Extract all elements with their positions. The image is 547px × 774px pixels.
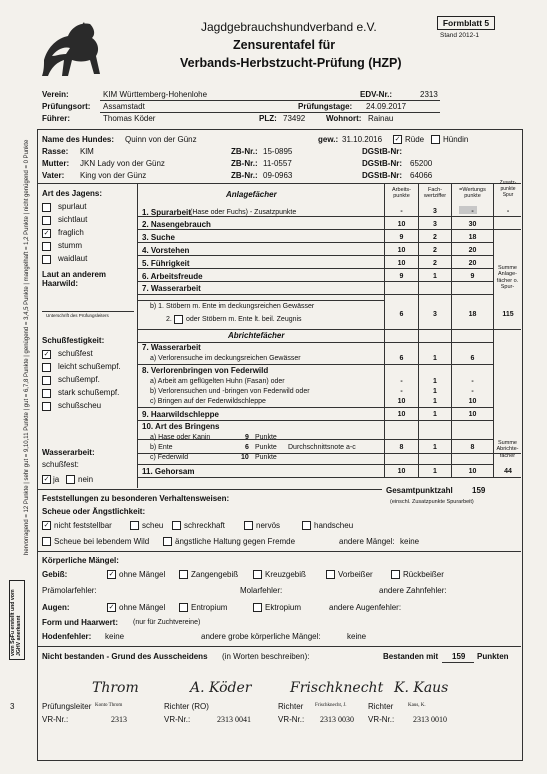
row-federwild-a: a) Arbeit am geflügelten Huhn (Fasan) oder (150, 378, 285, 385)
zb-label: ZB-Nr.: (231, 147, 258, 156)
row-suche-arbeitspunkte: 9 (399, 234, 404, 241)
row-vorstehen-wertung: 20 (468, 247, 477, 254)
gesamtpunktzahl-label: Gesamtpunktzahl (386, 486, 453, 495)
dgstb-value-mutter: 65200 (410, 159, 433, 168)
anlagefaecher-header: Anlagefächer (226, 190, 277, 199)
row-haarwildschleppe-wertung: 10 (468, 411, 477, 418)
zb-value-hund: 15-0895 (263, 147, 293, 156)
row-art-des-bringens-label: 10. Art des Bringens (142, 422, 220, 431)
nervoes-label: nervös (256, 521, 281, 530)
row-gehorsam-wertung: 10 (468, 468, 477, 475)
row-wasserarbeit-anlage-label: 7. Wasserarbeit (142, 284, 201, 293)
jghv-logo (38, 16, 106, 84)
row-wasserarbeit-abricht-sub: a) Verlorensuche im deckungsreichen Gewässer (150, 355, 301, 362)
vater-value: King von der Günz (80, 171, 147, 180)
hund-name-value: Quinn von der Günz (125, 135, 197, 144)
signature-richter-ro: A. Köder (190, 680, 252, 696)
org-name: Jagdgebrauchshundverband e.V. (201, 20, 377, 34)
mutter-label: Mutter: (42, 159, 70, 168)
nicht-bestanden-label: Nicht bestanden - Grund des Ausscheidens (42, 652, 208, 661)
row-art-des-bringens-fachwert: 1 (433, 444, 437, 451)
pruefungstage-label: Prüfungstage: (298, 102, 353, 111)
row-federwild-c: c) Bringen auf der Federwildschleppe (150, 398, 266, 405)
ruede-checkbox[interactable]: ✓ (394, 136, 401, 143)
pruefungstage-value: 24.09.2017 (366, 102, 407, 111)
scheue-wild-checkbox[interactable] (42, 537, 51, 546)
form-haarwert-sub: (nur für Zuchtvereine) (133, 619, 201, 626)
rueckbeisser-checkbox[interactable] (391, 570, 400, 579)
pruefungsleiter-name: Konto Throm (95, 703, 123, 708)
summe-abricht-label: Summe Abrichte-fächer (496, 440, 519, 459)
schreckhaft-label: schreckhaft (184, 521, 225, 530)
gebiss-label: Gebiß: (42, 570, 68, 579)
row-wasserarbeit-b2: oder Stöbern m. Ente lt. beil. Zeugnis (186, 316, 302, 323)
zb-value-vater: 09-0963 (263, 171, 293, 180)
row-wasserarbeit-b1: b) 1. Stöbern m. Ente im deckungsreichen Gewässer (150, 303, 315, 310)
row-spurarbeit-sub: (Hase oder Fuchs) - Zusatzpunkte (190, 209, 297, 216)
bewertung-skala: hervorragend = 12 Punkte | sehr gut = 9,10,11 Punkte | gut = 6,7,8 Punkte | genügend = 3,4,5 Punkte | mangelhaft = 1,2 Punkte | nicht genügend = 0 Punkte (24, 139, 30, 555)
wasser-ja-label: ja (53, 475, 60, 484)
fuehrer-value: Thomas Köder (103, 114, 156, 123)
ektropium-checkbox[interactable] (253, 603, 262, 612)
row-federwild-label: 8. Verlorenbringen von Federwild (142, 366, 269, 375)
andere-maengel-label: andere Mängel: (339, 537, 395, 546)
form-number: Formblatt 5 (437, 16, 495, 30)
augen-label: Augen: (42, 603, 70, 612)
bringen-federwild-punkte: Punkte (255, 454, 277, 461)
kreuzgebiss-label: Kreuzgebiß (265, 570, 306, 579)
bringen-hase-label: a) Hase oder Kanin (150, 434, 211, 441)
row-wasserarbeit-anlage-fachwert: 3 (433, 311, 437, 318)
row-federwild-c-fachwert: 1 (433, 398, 437, 405)
scheue-title: Scheue oder Ängstlichkeit: (42, 507, 146, 516)
row-federwild-c-arbeitspunkte: 10 (397, 398, 406, 405)
bestanden-value: 159 (452, 652, 466, 661)
scheu-label: scheu (142, 521, 164, 530)
schreckhaft-checkbox[interactable] (172, 521, 181, 530)
vr-label-1: VR-Nr.: (42, 715, 69, 724)
bringen-ente-label: b) Ente (150, 444, 173, 451)
vr-value-2: 2313 0041 (217, 715, 251, 724)
row-spurarbeit-wertung: - (471, 208, 474, 215)
bringen-ente-punkte: Punkte (255, 444, 277, 451)
row-wasserarbeit-abricht-arbeitspunkte: 6 (399, 355, 404, 362)
jghv-recognition-text: vom SpFu erstellt und vom JGHV anerkannt (10, 589, 22, 656)
row-federwild-b-arbeitspunkte: - (400, 388, 403, 395)
signature-pruefungsleiter: Throm (92, 680, 139, 696)
wasser-nein-checkbox[interactable] (66, 475, 75, 484)
grobe-maengel-value: keine (347, 632, 367, 641)
row-vorstehen-arbeitspunkte: 10 (397, 247, 406, 254)
kreuzgebiss-checkbox[interactable] (253, 570, 262, 579)
andere-augenfehler-label: andere Augenfehler: (329, 603, 402, 612)
hodenfehler-label: Hodenfehler: (42, 632, 92, 641)
bestanden-label: Bestanden mit (383, 652, 439, 661)
schussempf-checkbox[interactable] (42, 376, 51, 385)
row-vorstehen-fachwert: 2 (433, 247, 437, 254)
zb-label-vater: ZB-Nr.: (231, 171, 258, 180)
schussempf-label: schußempf. (58, 375, 100, 384)
col-arbeitspunkte: Arbeits-punkte (392, 187, 411, 199)
row-suche-label: 3. Suche (142, 233, 175, 242)
gesamtpunktzahl-sub: (einschl. Zusatzpunkte Spurarbeit) (390, 499, 474, 505)
row-spurarbeit-zusatz: - (506, 208, 510, 215)
row-haarwildschleppe-fachwert: 1 (433, 411, 437, 418)
koerperliche-maengel-title: Körperliche Mängel: (42, 556, 119, 565)
fraglich-checkbox[interactable]: ✓ (43, 230, 50, 237)
stark-schussempf-checkbox[interactable] (42, 389, 51, 398)
page-number: 3 (10, 702, 15, 711)
augen-ohne-maengel-label: ohne Mängel (119, 603, 166, 612)
row-fuehrigkeit-arbeitspunkte: 10 (397, 260, 406, 267)
row-federwild-b-fachwert: 1 (433, 388, 437, 395)
pruefungsleiter-label: Prüfungsleiter (42, 702, 92, 711)
vr-label-3: VR-Nr.: (278, 715, 305, 724)
summe-anlage-label: Summe Anlage-fächer o. Spur- (496, 265, 519, 290)
ektropium-label: Ektropium (265, 603, 302, 612)
row-federwild-b: b) Verlorensuchen und -bringen von Federwild oder (150, 388, 310, 395)
wohnort-label: Wohnort: (326, 114, 362, 123)
augen-ohne-maengel-checkbox[interactable]: ✓ (108, 604, 115, 611)
row-suche-wertung: 18 (468, 234, 477, 241)
fraglich-label: fraglich (58, 228, 84, 237)
row-fuehrigkeit-wertung: 20 (468, 260, 477, 267)
nicht-feststellbar-checkbox[interactable]: ✓ (43, 522, 50, 529)
zb-label-mutter: ZB-Nr.: (231, 159, 258, 168)
col-zusatzpunkte: Zusatz-punkte Spur (499, 180, 517, 198)
vr-label-4: VR-Nr.: (368, 715, 395, 724)
spurlaut-label: spurlaut (58, 202, 87, 211)
wasser-ja-checkbox[interactable]: ✓ (43, 476, 50, 483)
wohnort-value: Rainau (368, 114, 394, 123)
fuehrer-label: Führer: (42, 114, 70, 123)
leicht-schussempf-checkbox[interactable] (42, 363, 51, 372)
gewolft-value: 31.10.2016 (342, 135, 383, 144)
row-wasserarbeit-abricht-label: 7. Wasserarbeit (142, 343, 201, 352)
laut-haarwild-title: Laut an anderem Haarwild: (42, 270, 107, 289)
edv-label: EDV-Nr.: (360, 90, 393, 99)
row-arbeitsfreude-fachwert: 1 (433, 273, 437, 280)
waidlaut-checkbox[interactable] (42, 255, 51, 264)
gebiss-ohne-maengel-label: ohne Mängel (119, 570, 166, 579)
bringen-federwild-value: 10 (241, 454, 249, 461)
schussscheu-label: schußscheu (58, 401, 102, 410)
dgstb-value-vater: 64066 (410, 171, 433, 180)
row-nasengebrauch-arbeitspunkte: 10 (397, 221, 406, 228)
nicht-bestanden-sub: (in Worten beschreiben): (222, 652, 310, 661)
sichtlaut-label: sichtlaut (58, 215, 88, 224)
verein-label: Verein: (42, 90, 69, 99)
bringen-ente-value: 6 (245, 444, 249, 451)
row-federwild-a-arbeitspunkte: - (400, 378, 403, 385)
edv-value: 2313 (420, 90, 438, 99)
col-fachwertziffer: Fach-wertziffer (423, 187, 447, 199)
form-title-line1: Zensurentafel für (233, 38, 336, 52)
row-nasengebrauch-label: 2. Nasengebrauch (142, 220, 211, 229)
schussscheu-checkbox[interactable] (42, 402, 51, 411)
row-gehorsam-arbeitspunkte: 10 (397, 468, 406, 475)
wasserarbeit-title: Wasserarbeit: (42, 448, 95, 457)
hodenfehler-value: keine (105, 632, 125, 641)
bringen-hase-value: 9 (245, 434, 249, 441)
row-federwild-b-wertung: - (471, 388, 474, 395)
row-wasserarbeit-abricht-fachwert: 1 (433, 355, 437, 362)
andere-maengel-value: keine (400, 537, 420, 546)
rasse-value: KlM (80, 147, 94, 156)
plz-value: 73492 (283, 114, 306, 123)
row-gehorsam-label: 11. Gehorsam (142, 467, 195, 476)
ruede-label: Rüde (405, 135, 425, 144)
verein-value: KIM Württemberg-Hohenlohe (103, 90, 208, 99)
praemolarfehler-label: Prämolarfehler: (42, 586, 97, 595)
dgstb-label-mutter: DGStB-Nr: (362, 159, 402, 168)
zangengebiss-checkbox[interactable] (179, 570, 188, 579)
stark-schussempf-label: stark schußempf. (58, 388, 120, 397)
handscheu-checkbox[interactable] (302, 521, 311, 530)
zeugnis-checkbox[interactable] (174, 315, 183, 324)
huendin-label: Hündin (443, 135, 469, 144)
richter-name-1: Frischknecht, J. (315, 703, 347, 708)
schussfestigkeit-title: Schußfestigkeit: (42, 336, 105, 345)
rasse-label: Rasse: (42, 147, 69, 156)
richter-label-2: Richter (368, 702, 394, 711)
signature-richter-2: Frischknecht (290, 680, 384, 696)
vr-value-3: 2313 0030 (320, 715, 354, 724)
form-title-line2: Verbands-Herbstzucht-Prüfung (HZP) (180, 56, 402, 70)
wasser-nein-label: nein (78, 475, 94, 484)
durchschnittsnote-label: Durchschnittsnote a-c (288, 444, 356, 451)
row-federwild-a-wertung: - (471, 378, 474, 385)
scheue-wild-label: Scheue bei lebendem Wild (54, 537, 150, 546)
summe-abricht-value: 44 (504, 468, 512, 475)
dgstb-label-vater: DGStB-Nr: (362, 171, 402, 180)
punkten-label: Punkten (477, 652, 509, 661)
row-nasengebrauch-fachwert: 3 (433, 221, 437, 228)
gewolft-label: gew.: (318, 135, 339, 144)
vorbeisser-label: Vorbeißer (338, 570, 373, 579)
row-fuehrigkeit-fachwert: 2 (433, 260, 437, 267)
row-suche-fachwert: 2 (433, 234, 437, 241)
handscheu-label: handscheu (314, 521, 354, 530)
stumm-checkbox[interactable] (42, 242, 51, 251)
unterschrift-hinweis: Unterschrift des Prüfungsleiters (46, 313, 109, 318)
row-wasserarbeit-anlage-wertung: 18 (468, 311, 477, 318)
rueckbeisser-label: Rückbeißer (403, 570, 444, 579)
bringen-federwild-label: c) Federwild (150, 454, 189, 461)
row-haarwildschleppe-arbeitspunkte: 10 (397, 411, 406, 418)
row-spurarbeit-label: 1. Spurarbeit (142, 208, 191, 217)
row-gehorsam-fachwert: 1 (433, 468, 437, 475)
wasserarbeit-schussfest-label: schußfest: (42, 460, 79, 469)
row-art-des-bringens-arbeitspunkte: 8 (399, 444, 404, 451)
stand-label: Stand 2012-1 (440, 32, 480, 39)
spurlaut-checkbox[interactable] (42, 203, 51, 212)
sichtlaut-checkbox[interactable] (42, 216, 51, 225)
plz-label: PLZ: (259, 114, 277, 123)
zahnfehler-label: andere Zahnfehler: (379, 586, 447, 595)
hund-name-label: Name des Hundes: (42, 135, 115, 144)
gesamtpunktzahl-value: 159 (472, 486, 486, 495)
row-vorstehen-label: 4. Vorstehen (142, 246, 190, 255)
huendin-checkbox[interactable] (431, 135, 440, 144)
mutter-value: JKN Lady von der Günz (80, 159, 165, 168)
aengstlich-fremde-checkbox[interactable] (163, 537, 172, 546)
vr-value-4: 2313 0010 (413, 715, 447, 724)
vater-label: Vater: (42, 171, 65, 180)
vr-value-1: 2313 (111, 715, 127, 724)
pruefungsort-label: Prüfungsort: (42, 102, 91, 111)
grobe-maengel-label: andere grobe körperliche Mängel: (201, 632, 321, 641)
row-federwild-a-fachwert: 1 (433, 378, 437, 385)
row-wasserarbeit-anlage-arbeitspunkte: 6 (399, 311, 404, 318)
row-spurarbeit-fachwert: 3 (433, 208, 437, 215)
pruefungsort-value: Assamstadt (103, 102, 145, 111)
row-nasengebrauch-wertung: 30 (468, 221, 477, 228)
row-haarwildschleppe-label: 9. Haarwildschleppe (142, 410, 219, 419)
entropium-checkbox[interactable] (179, 603, 188, 612)
col-wertungspunkte: =Wertungs punkte (459, 187, 486, 199)
row-wasserarbeit-b2-num: 2. (166, 316, 172, 323)
row-arbeitsfreude-wertung: 9 (470, 273, 475, 280)
schussfest-checkbox[interactable]: ✓ (43, 351, 50, 358)
richter-name-2: Kaus, K. (408, 703, 426, 708)
entropium-label: Entropium (191, 603, 228, 612)
verhalten-title: Feststellungen zu besonderen Verhaltensweisen: (42, 494, 230, 503)
zangengebiss-label: Zangengebiß (191, 570, 239, 579)
schussfest-label: schußfest (58, 349, 93, 358)
nicht-feststellbar-label: nicht feststellbar (54, 521, 112, 530)
row-federwild-c-wertung: 10 (468, 398, 477, 405)
row-arbeitsfreude-label: 6. Arbeitsfreude (142, 272, 203, 281)
row-wasserarbeit-abricht-wertung: 6 (470, 355, 475, 362)
summe-anlage-value: 115 (502, 311, 514, 318)
art-des-jagens-title: Art des Jagens: (42, 189, 103, 198)
waidlaut-label: waidlaut (58, 254, 88, 263)
row-fuehrigkeit-label: 5. Führigkeit (142, 259, 190, 268)
richter-ro-label: Richter (RO) (164, 702, 209, 711)
richter-label-1: Richter (278, 702, 304, 711)
vr-label-2: VR-Nr.: (164, 715, 191, 724)
row-arbeitsfreude-arbeitspunkte: 9 (399, 273, 404, 280)
molarfehler-label: Molarfehler: (240, 586, 283, 595)
zb-value-mutter: 11-0557 (263, 159, 292, 168)
gebiss-ohne-maengel-checkbox[interactable]: ✓ (108, 571, 115, 578)
dgstb-label: DGStB-Nr: (362, 147, 402, 156)
leicht-schussempf-label: leicht schußempf. (58, 362, 121, 371)
bringen-hase-punkte: Punkte (255, 434, 277, 441)
scheu-checkbox[interactable] (130, 521, 139, 530)
row-spurarbeit-arbeitspunkte: - (400, 208, 403, 215)
nervoes-checkbox[interactable] (244, 521, 253, 530)
vorbeisser-checkbox[interactable] (326, 570, 335, 579)
abrichtefaecher-header: Abrichtefächer (228, 331, 285, 340)
row-art-des-bringens-wertung: 8 (470, 444, 475, 451)
stumm-label: stumm (58, 241, 82, 250)
form-haarwert-label: Form und Haarwert: (42, 618, 119, 627)
signature-richter-3: K. Kaus (394, 680, 449, 696)
aengstlich-fremde-label: ängstliche Haltung gegen Fremde (175, 537, 296, 546)
